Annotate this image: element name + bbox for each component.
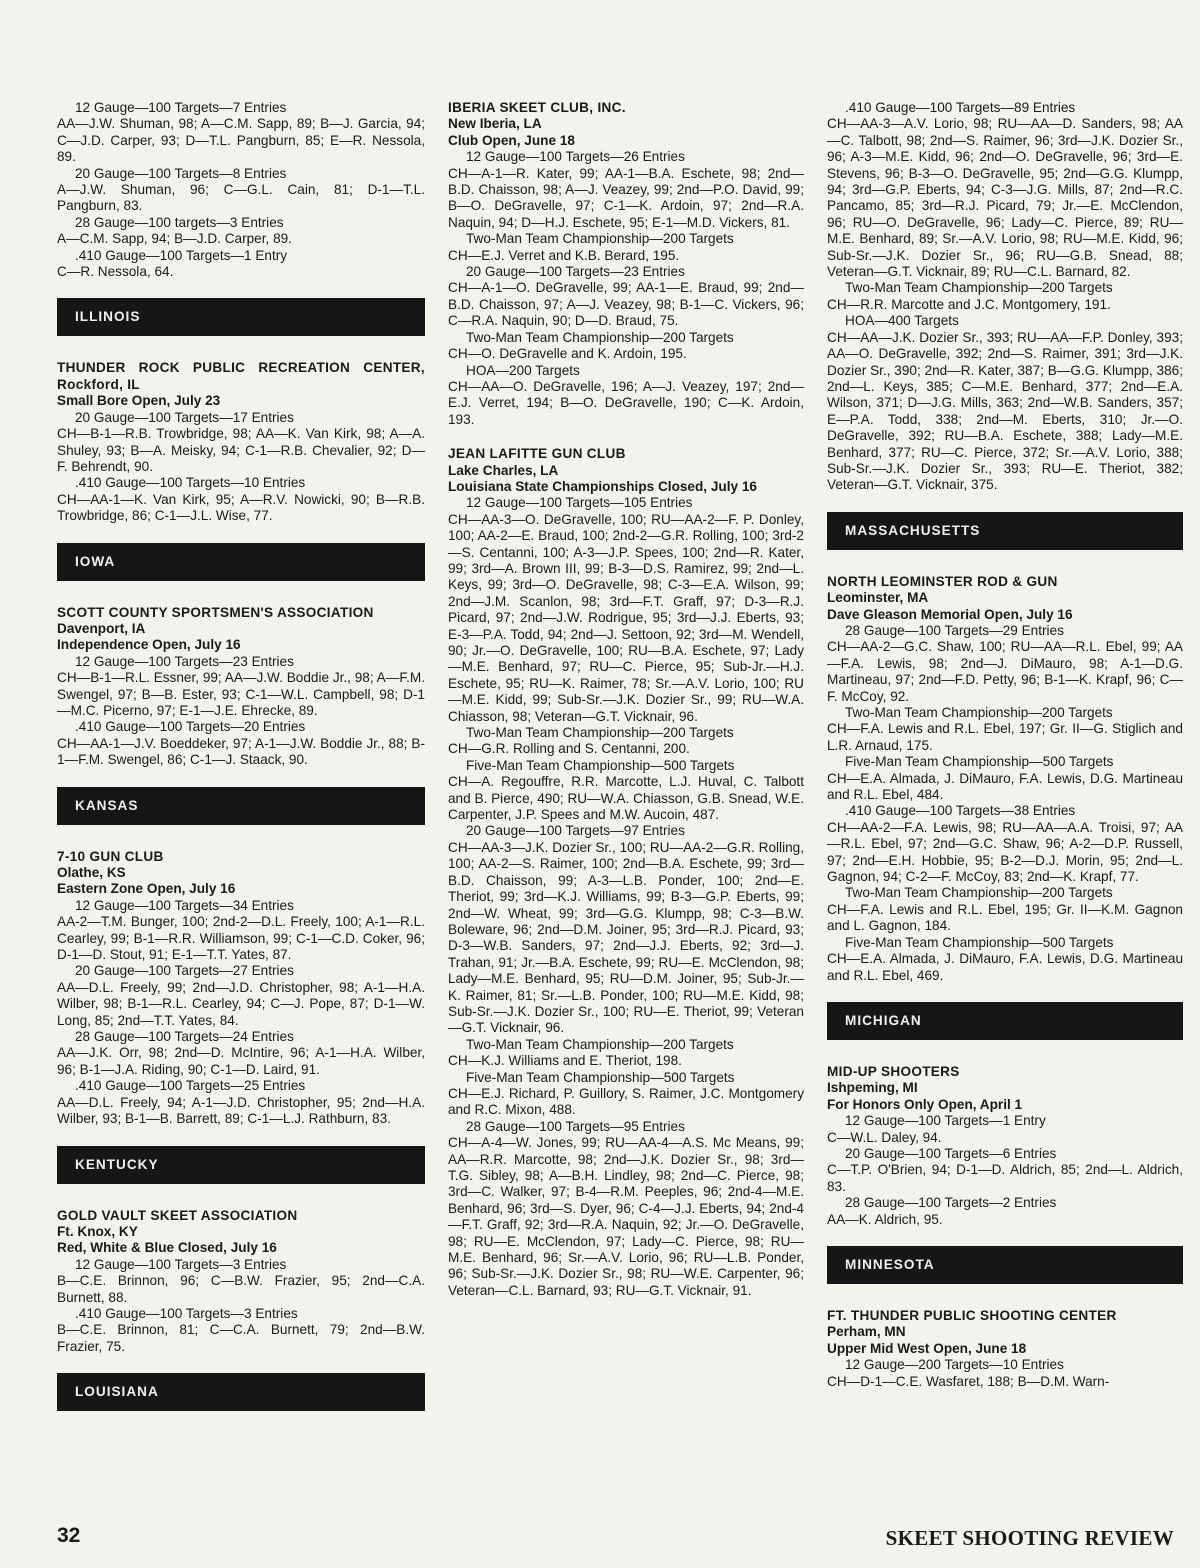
- event-heading: Two-Man Team Championship—200 Targets: [466, 1036, 734, 1052]
- event-heading: HOA—400 Targets: [845, 313, 959, 329]
- state-header: KANSAS: [57, 787, 425, 825]
- event-heading: Five-Man Team Championship—500 Targets: [845, 754, 1114, 770]
- club-name: FT. THUNDER PUBLIC SHOOTING CENTER: [827, 1307, 1117, 1323]
- club-name: IBERIA SKEET CLUB, INC.: [448, 100, 626, 115]
- event-heading: 28 Gauge—100 Targets—2 Entries: [845, 1195, 1057, 1211]
- state-header: LOUISIANA: [57, 1373, 425, 1411]
- results-text: CH—D-1—C.E. Wasfaret, 188; B—D.M. Warn-: [827, 1373, 1110, 1389]
- event-heading: 12 Gauge—100 Targets—26 Entries: [466, 149, 685, 165]
- results-text: CH—AA-1—K. Van Kirk, 95; A—R.V. Nowicki, 90; B—R.B. Trowbridge, 86; C-1—J.L. Wise, 77.: [57, 491, 425, 524]
- section-gap: [448, 428, 804, 446]
- event-title: Louisiana State Championships Closed, July 16: [448, 478, 757, 494]
- event-heading: Two-Man Team Championship—200 Targets: [845, 885, 1113, 901]
- results-text: CH—F.A. Lewis and R.L. Ebel, 197; Gr. II—G. Stiglich and L.R. Arnaud, 175.: [827, 721, 1183, 753]
- event-heading: .410 Gauge—100 Targets—38 Entries: [845, 803, 1076, 819]
- results-text: AA—J.K. Orr, 98; 2nd—D. McIntire, 96; A-1—H.A. Wilber, 96; B-1—J.A. Riding, 90; C-1—D. Laird, 91.: [57, 1045, 425, 1077]
- event-heading: Five-Man Team Championship—500 Targets: [466, 757, 735, 773]
- event-title: Independence Open, July 16: [57, 637, 241, 653]
- results-text: B—C.E. Brinnon, 96; C—B.W. Frazier, 95; 2nd—C.A. Burnett, 88.: [57, 1273, 425, 1305]
- event-heading: 20 Gauge—100 Targets—27 Entries: [75, 963, 294, 979]
- club-location: Ishpeming, MI: [827, 1080, 918, 1096]
- state-header: KENTUCKY: [57, 1146, 425, 1184]
- club-location: Lake Charles, LA: [448, 462, 559, 478]
- results-text: CH—E.A. Almada, J. DiMauro, F.A. Lewis, D.G. Martineau and R.L. Ebel, 469.: [827, 951, 1183, 983]
- club-name: 7-10 GUN CLUB: [57, 848, 164, 864]
- event-heading: 12 Gauge—100 Targets—3 Entries: [75, 1256, 287, 1272]
- event-heading: .410 Gauge—100 Targets—1 Entry: [75, 247, 288, 263]
- event-heading: 12 Gauge—100 Targets—34 Entries: [75, 897, 294, 913]
- event-heading: 20 Gauge—100 Targets—97 Entries: [466, 823, 685, 839]
- results-text: AA-2—T.M. Bunger, 100; 2nd-2—D.L. Freely, 100; A-1—R.L. Cearley, 99; B-1—R.R. Williamson, 99; C-1—C.D. Coker, 96; D-1—D. Stout, 91; E-1—T.T. Yates, 87.: [57, 914, 425, 963]
- event-heading: 28 Gauge—100 Targets—24 Entries: [75, 1029, 294, 1045]
- results-text: B—C.E. Brinnon, 81; C—C.A. Burnett, 79; 2nd—B.W. Frazier, 75.: [57, 1322, 425, 1354]
- club-location: Perham, MN: [827, 1324, 906, 1340]
- results-text: CH—A-4—W. Jones, 99; RU—AA-4—A.S. Mc Means, 99; AA—R.R. Marcotte, 98; 2nd—J.K. Dozier Sr., 98; 3rd—T.G. Sibley, 98; A—B.H. Lindley, 98; 2nd—C. Pierce, 98; 3rd—C. Walker, 97; B-4—R.M. Peeples, 96; 2nd-4—M.E. Benhard, 96; 3rd—S. Dyer, 96; C-4—J.J. Eberts, 94; 2nd-4—F.T. Graff, 92; 3rd—R.A. Naquin, 92; Jr.—O. DeGravelle, 98; RU—E. McClendon, 97; Lady—C. Pierce, 98; RU—M.E. Benhard, 96; Sr.—A.V. Lorio, 96; RU—L.B. Ponder, 96; Sub-Sr.—J.K. Dozier Sr., 98; RU—W.E. Carpenter, 96; Veteran—C.L. Barnard, 93; RU—G.T. Vicknair, 91.: [448, 1135, 804, 1298]
- results-text: CH—R.R. Marcotte and J.C. Montgomery, 191.: [827, 296, 1111, 312]
- event-heading: 28 Gauge—100 Targets—29 Entries: [845, 622, 1064, 638]
- event-heading: Two-Man Team Championship—200 Targets: [466, 231, 734, 247]
- event-heading: 28 Gauge—100 targets—3 Entries: [75, 214, 284, 230]
- results-text: CH—AA-3—J.K. Dozier Sr., 100; RU—AA-2—G.R. Rolling, 100; AA-2—S. Raimer, 100; 2nd—B.A. Eschete, 99; 3rd—B.D. Chaisson, 99; A-3—L.B. Ponder, 100; 2nd—E. Theriot, 99; 3rd—K.J. Williams, 99; B-3—G.P. Eberts, 99; 2nd—W. Wheat, 99; 3rd—G.G. Klumpp, 98; C-3—B.W. Boleware, 96; 2nd—D.M. Joiner, 95; 3rd—R.J. Picard, 93; D-3—W.B. Sanders, 97; 2nd—J.J. Eberts, 92; 3rd—J. Trahan, 91; Jr.—B.A. Eschete, 99; RU—E. McClendon, 98; Lady—M.E. Benhard, 95; RU—D.M. Joiner, 95; Sub-Jr.—K. Raimer, 81; Sr.—L.B. Ponder, 100; RU—M.E. Kidd, 98; Sub-Sr.—J.K. Dozier Sr., 100; RU—E. Theriot, 99; Veteran—G.T. Vicknair, 96.: [448, 839, 804, 1036]
- event-heading: .410 Gauge—100 Targets—10 Entries: [75, 475, 306, 491]
- results-text: CH—AA-2—F.A. Lewis, 98; RU—AA—A.A. Troisi, 97; AA—R.L. Ebel, 97; 2nd—G.C. Shaw, 96; A-2—D.P. Russell, 97; 2nd—E.H. Hobbie, 95; B-2—D.J. Morin, 95; 2nd—L. Gagnon, 94; C-2—F. McCoy, 83; 2nd—K. Krapf, 77.: [827, 819, 1183, 885]
- column-1: [57, 100, 425, 1435]
- column-3: [827, 100, 1183, 1390]
- results-text: CH—B-1—R.L. Essner, 99; AA—J.W. Boddie Jr., 98; A—F.M. Swengel, 97; B—B. Ester, 93; C-1—W.L. Campbell, 98; D-1—M.C. Picerno, 97; E-1—J.E. Ehrecke, 89.: [57, 670, 425, 718]
- results-text: CH—AA—O. DeGravelle, 196; A—J. Veazey, 197; 2nd—E.J. Verret, 194; B—O. DeGravelle, 190; C—K. Ardoin, 193.: [448, 378, 804, 427]
- event-title: Small Bore Open, July 23: [57, 393, 221, 409]
- club-name: GOLD VAULT SKEET ASSOCIATION: [57, 1207, 298, 1223]
- event-heading: .410 Gauge—100 Targets—25 Entries: [75, 1078, 306, 1094]
- club-name: NORTH LEOMINSTER ROD & GUN: [827, 573, 1058, 589]
- club-location: Olathe, KS: [57, 865, 126, 880]
- event-heading: Five-Man Team Championship—500 Targets: [845, 934, 1114, 950]
- event-title: Upper Mid West Open, June 18: [827, 1340, 1027, 1356]
- event-heading: 20 Gauge—100 Targets—6 Entries: [845, 1145, 1057, 1161]
- event-heading: .410 Gauge—100 Targets—20 Entries: [75, 719, 306, 735]
- event-heading: 12 Gauge—200 Targets—10 Entries: [845, 1357, 1064, 1373]
- results-text: CH—G.R. Rolling and S. Centanni, 200.: [448, 741, 690, 757]
- results-text: CH—AA-2—G.C. Shaw, 100; RU—AA—R.L. Ebel, 99; AA—F.A. Lewis, 98; 2nd—J. DiMauro, 98; A-1—D.G. Martineau, 97; 2nd—F.D. Petty, 96; B-1—K. Krapf, 96; C—F. McCoy, 92.: [827, 639, 1183, 704]
- results-text: CH—A-1—O. DeGravelle, 99; AA-1—E. Braud, 99; 2nd—B.D. Chaisson, 97; A—J. Veazey, 98; B-1—C. Vickers, 96; C—R.A. Naquin, 90; D—D. Braud, 75.: [448, 280, 804, 329]
- results-text: CH—AA-3—A.V. Lorio, 98; RU—AA—D. Sanders, 98; AA—C. Talbott, 98; 2nd—S. Raimer, 96; 3rd—J.K. Dozier Sr., 96; A-3—M.E. Kidd, 96; 2nd—O. DeGravelle, 96; 3rd—E. Stevens, 96; B-3—O. DeGravelle, 95; 2nd—G.G. Klumpp, 94; 3rd—G.P. Eberts, 94; C-3—J.G. Mills, 87; 2nd—R.C. Pancamo, 85; 3rd—R.J. Picard, 79; Jr.—E. McClendon, 96; RU—O. DeGravelle, 96; Lady—C. Pierce, 89; RU—M.E. Benhard, 89; Sr.—A.V. Lorio, 98; RU—M.E. Kidd, 96; Sub-Sr.—J.K. Dozier Sr., 96; RU—G.B. Snead, 88; Veteran—G.T. Vicknair, 89; RU—C.L. Barnard, 82.: [827, 116, 1183, 280]
- event-heading: Two-Man Team Championship—200 Targets: [845, 280, 1113, 296]
- state-header: IOWA: [57, 543, 425, 581]
- state-header: ILLINOIS: [57, 298, 425, 336]
- event-heading: 20 Gauge—100 Targets—8 Entries: [75, 165, 287, 181]
- magazine-title: SKEET SHOOTING REVIEW: [885, 1526, 1174, 1550]
- results-text: C—T.P. O'Brien, 94; D-1—D. Aldrich, 85; 2nd—L. Aldrich, 83.: [827, 1162, 1183, 1194]
- event-title: For Honors Only Open, April 1: [827, 1096, 1023, 1112]
- results-text: A—J.W. Shuman, 96; C—G.L. Cain, 81; D-1—T.L. Pangburn, 83.: [57, 182, 425, 214]
- results-text: C—R. Nessola, 64.: [57, 264, 174, 280]
- state-header: MICHIGAN: [827, 1002, 1183, 1040]
- event-heading: .410 Gauge—100 Targets—89 Entries: [845, 100, 1076, 115]
- event-heading: 12 Gauge—100 Targets—1 Entry: [845, 1113, 1046, 1129]
- state-header: MASSACHUSETTS: [827, 512, 1183, 550]
- results-text: CH—AA-1—J.V. Boeddeker, 97; A-1—J.W. Boddie Jr., 88; B-1—F.M. Swengel, 86; C-1—J. Staack, 90.: [57, 735, 425, 768]
- event-title: Club Open, June 18: [448, 132, 575, 148]
- results-text: CH—AA-3—O. DeGravelle, 100; RU—AA-2—F. P. Donley, 100; AA-2—E. Braud, 100; 2nd-2—G.R. Rolling, 100; 3rd-2—S. Centanni, 100; A-3—J.P. Spees, 100; 2nd—R. Kater, 99; 3rd—A. Brown III, 99; B-3—D.S. Ramirez, 99; 2nd—L. Keys, 99; 3rd—O. DeGravelle, 98; C-3—E.A. Wilson, 99; 2nd—J.M. Scanlon, 98; 3rd—F.T. Graff, 97; D-3—R.J. Picard, 97; 2nd—J.W. Rodrigue, 95; 3rd—J.J. Eberts, 93; E-3—P.A. Todd, 94; 2nd—J. Settoon, 92; 3rd—M. Wendell, 90; Jr.—O. DeGravelle, 100; RU—B.A. Eschete, 97; Lady—M.E. Benhard, 97; RU—C. Pierce, 95; Sub-Jr.—H.J. Eschete, 95; RU—K. Raimer, 78; Sr.—A.V. Lorio, 100; RU—M.E. Kidd, 99; Sub-Sr.—J.K. Dozier Sr., 99; RU—W.A. Chiasson, 98; Veteran—G.T. Vicknair, 96.: [448, 511, 804, 724]
- results-text: CH—K.J. Williams and E. Theriot, 198.: [448, 1053, 682, 1069]
- results-text: CH—E.J. Richard, P. Guillory, S. Raimer, J.C. Montgomery and R.C. Mixon, 488.: [448, 1085, 804, 1118]
- state-header: MINNESOTA: [827, 1246, 1183, 1284]
- results-text: AA—D.L. Freely, 94; A-1—J.D. Christopher, 95; 2nd—H.A. Wilber, 93; B-1—B. Barrett, 89; C-1—L.J. Rathburn, 83.: [57, 1094, 425, 1127]
- event-title: Dave Gleason Memorial Open, July 16: [827, 606, 1073, 622]
- results-text: AA—D.L. Freely, 99; 2nd—J.D. Christopher, 98; A-1—H.A. Wilber, 98; B-1—R.L. Cearley, 94; C—J. Pope, 87; D-1—W. Long, 85; 2nd—T.T. Yates, 84.: [57, 979, 425, 1028]
- results-text: AA—J.W. Shuman, 98; A—C.M. Sapp, 89; B—J. Garcia, 94; C—J.D. Carper, 93; D—T.L. Pangburn, 85; E—R. Nessola, 89.: [57, 116, 425, 165]
- page-number: 32: [57, 1524, 81, 1547]
- results-text: C—W.L. Daley, 94.: [827, 1129, 942, 1145]
- results-text: CH—AA—J.K. Dozier Sr., 393; RU—AA—F.P. Donley, 393; AA—O. DeGravelle, 392; 2nd—S. Raimer, 391; 3rd—J.K. Dozier Sr., 390; 2nd—R. Kater, 387; B—G.G. Klumpp, 386; 2nd—L. Keys, 385; C—M.E. Benhard, 377; 2nd—E.A. Wilson, 371; D—J.G. Mills, 363; 2nd—W.B. Sanders, 357; E—P.A. Todd, 338; 2nd—M. Eberts, 310; Jr.—O. DeGravelle, 392; RU—B.A. Eschete, 388; Lady—M.E. Benhard, 377; RU—C. Pierce, 372; Sr.—A.V. Lorio, 388; Sub-Sr.—J.K. Dozier Sr., 393; RU—E. Theriot, 382; Veteran—G.T. Vicknair, 375.: [827, 329, 1183, 493]
- event-heading: Two-Man Team Championship—200 Targets: [466, 329, 734, 345]
- event-title: Red, White & Blue Closed, July 16: [57, 1240, 277, 1256]
- event-heading: HOA—200 Targets: [466, 362, 580, 378]
- column-2: [448, 100, 804, 1299]
- event-heading: Two-Man Team Championship—200 Targets: [466, 725, 734, 741]
- results-text: CH—A. Regouffre, R.R. Marcotte, L.J. Huval, C. Talbott and B. Pierce, 490; RU—W.A. Chiasson, G.B. Snead, W.E. Carpenter, J.P. Spees and M.W. Aucoin, 487.: [448, 774, 804, 823]
- results-text: CH—E.A. Almada, J. DiMauro, F.A. Lewis, D.G. Martineau and R.L. Ebel, 484.: [827, 770, 1183, 803]
- club-name: THUNDER ROCK PUBLIC RECREATION CENTER, Rockford, IL: [57, 360, 425, 392]
- results-text: A—C.M. Sapp, 94; B—J.D. Carper, 89.: [57, 231, 292, 247]
- results-text: CH—A-1—R. Kater, 99; AA-1—B.A. Eschete, 98; 2nd—B.D. Chaisson, 98; A—J. Veazey, 99; 2nd—P.O. David, 99; B—O. DeGravelle, 97; C-1—K. Ardoin, 97; 2nd—R.A. Naquin, 94; D—H.J. Eschete, 95; E-1—M.D. Vickers, 81.: [448, 165, 804, 230]
- results-text: AA—K. Aldrich, 95.: [827, 1211, 943, 1227]
- event-heading: 28 Gauge—100 Targets—95 Entries: [466, 1118, 685, 1134]
- club-location: Leominster, MA: [827, 590, 929, 606]
- club-name: JEAN LAFITTE GUN CLUB: [448, 446, 626, 462]
- event-heading: 12 Gauge—100 Targets—105 Entries: [466, 495, 693, 511]
- club-name: SCOTT COUNTY SPORTSMEN'S ASSOCIATION: [57, 604, 374, 620]
- event-heading: 20 Gauge—100 Targets—23 Entries: [466, 264, 685, 280]
- club-location: New Iberia, LA: [448, 116, 542, 132]
- event-heading: 20 Gauge—100 Targets—17 Entries: [75, 409, 294, 425]
- event-heading: Five-Man Team Championship—500 Targets: [466, 1069, 735, 1085]
- event-heading: .410 Gauge—100 Targets—3 Entries: [75, 1305, 298, 1321]
- club-location: Ft. Knox, KY: [57, 1223, 138, 1239]
- event-heading: 12 Gauge—100 Targets—7 Entries: [75, 100, 287, 115]
- results-text: CH—O. DeGravelle and K. Ardoin, 195.: [448, 346, 687, 362]
- event-title: Eastern Zone Open, July 16: [57, 881, 236, 897]
- club-location: Davenport, IA: [57, 620, 146, 636]
- event-heading: 12 Gauge—100 Targets—23 Entries: [75, 653, 294, 669]
- results-text: CH—B-1—R.B. Trowbridge, 98; AA—K. Van Kirk, 98; A—A. Shuley, 93; B—A. Meisky, 94; C-1—R.B. Chevalier, 92; D—F. Behrendt, 90.: [57, 426, 425, 474]
- results-text: CH—E.J. Verret and K.B. Berard, 195.: [448, 247, 680, 263]
- event-heading: Two-Man Team Championship—200 Targets: [845, 705, 1113, 720]
- results-text: CH—F.A. Lewis and R.L. Ebel, 195; Gr. II—K.M. Gagnon and L. Gagnon, 184.: [827, 901, 1183, 934]
- club-name: MID-UP SHOOTERS: [827, 1063, 960, 1079]
